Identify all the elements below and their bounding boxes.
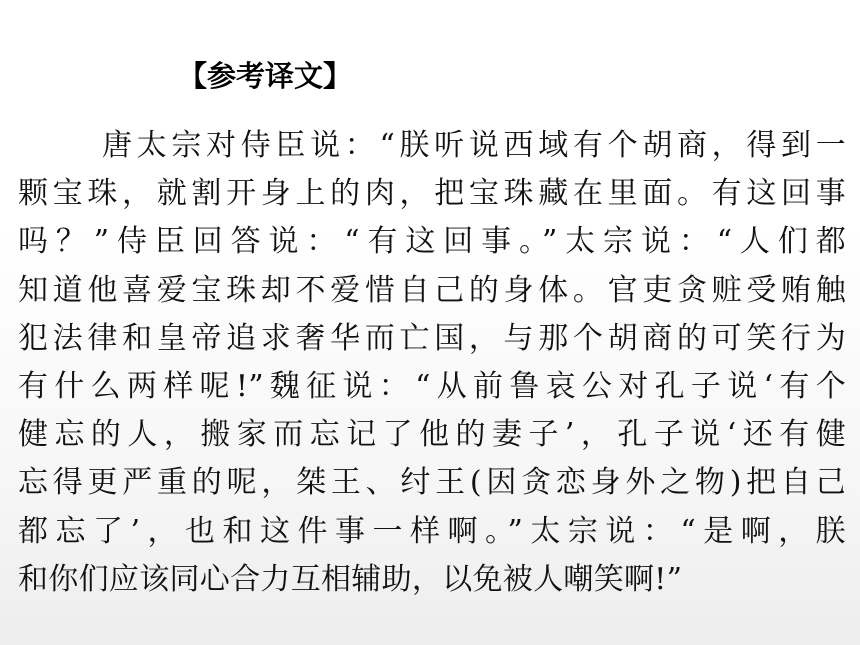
paragraph-line-9: 都忘了’，也和这件事一样啊。”太宗说：“是啊，朕 <box>18 513 846 549</box>
paragraph-line-1: 唐太宗对侍臣说：“朕听说西域有个胡商，得到一 <box>102 128 846 163</box>
paragraph-line-6: 有什么两样呢!”魏征说：“从前鲁哀公对孔子说‘有个 <box>18 368 846 404</box>
paragraph-line-7: 健忘的人，搬家而忘记了他的妻子’，孔子说‘还有健 <box>18 417 846 453</box>
paragraph-line-10: 和你们应该同心合力互相辅助，以免被人嘲笑啊!” <box>18 561 683 597</box>
paragraph-line-2: 颗宝珠，就割开身上的肉，把宝珠藏在里面。有这回事 <box>18 176 846 212</box>
paragraph-line-5: 犯法律和皇帝追求奢华而亡国，与那个胡商的可笑行为 <box>18 320 846 356</box>
paragraph-line-4: 知道他喜爱宝珠却不爱惜自己的身体。官吏贪赃受贿触 <box>18 272 846 308</box>
paragraph-line-8: 忘得更严重的呢，桀王、纣王(因贪恋身外之物)把自己 <box>18 465 846 501</box>
paragraph-line-3: 吗？”侍臣回答说：“有这回事。”太宗说：“人们都 <box>18 224 846 260</box>
translation-paragraph <box>18 122 846 604</box>
section-heading: 【参考译文】 <box>178 59 353 93</box>
